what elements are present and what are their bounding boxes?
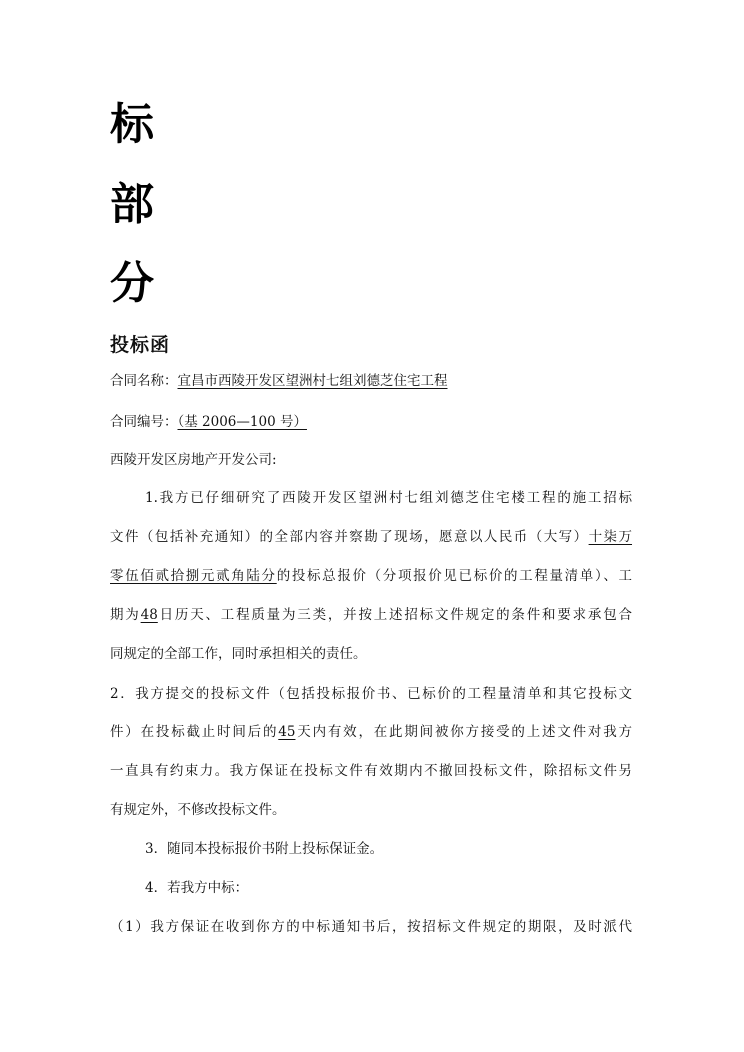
contract-no-line: [110, 413, 307, 431]
title-char-1: 标: [110, 99, 154, 150]
validity-days: 45: [278, 724, 296, 740]
para2-line2: [110, 723, 632, 741]
para1-line4-a: 期为: [110, 607, 141, 623]
para2-line2-a: 件）在投标截止时间后的: [110, 724, 279, 740]
para1-line3-text: 的投标总报价（分项报价见已标价的工程量清单）、工: [276, 568, 633, 584]
para2-line3: 一直具有约束力。我方保证在投标文件有效期内不撤回投标文件，除招标文件另: [110, 763, 632, 779]
contract-no-label: 合同编号：: [110, 414, 178, 430]
amount-part-1: 十柒万: [588, 529, 633, 545]
contract-no-value: （基 2006—100 号）: [177, 414, 307, 430]
para1-line5: 同规定的全部工作，同时承担相关的责任。: [110, 646, 367, 662]
para1-line1: 1.我方已仔细研究了西陵开发区望洲村七组刘德芝住宅楼工程的施工招标: [145, 490, 632, 506]
para4-line: 4．若我方中标：: [145, 880, 249, 896]
duration-days: 48: [140, 607, 158, 623]
para1-line2-text: 文件（包括补充通知）的全部内容并察勘了现场，愿意以人民币（大写）: [110, 529, 589, 545]
contract-name-value: 宜昌市西陵开发区望洲村七组刘德芝住宅工程: [177, 373, 448, 389]
para1-line4: [110, 606, 632, 624]
title-char-3: 分: [110, 258, 154, 309]
amount-part-2: 零伍佰贰拾捌元贰角陆分: [110, 568, 277, 584]
title-char-2: 部: [110, 179, 154, 230]
recipient-line: 西陵开发区房地产开发公司:: [110, 452, 277, 468]
para2-line4: 有规定外，不修改投标文件。: [110, 802, 286, 818]
para2-line1: 2．我方提交的投标文件（包括投标报价书、已标价的工程量清单和其它投标文: [110, 686, 632, 702]
section-heading: 投标函: [110, 334, 171, 356]
para2-line2-b: 天内有效，在此期间被你方接受的上述文件对我方: [295, 724, 633, 740]
para1-line4-b: 日历天、工程质量为三类，并按上述招标文件规定的条件和要求承包合: [157, 607, 633, 623]
para3-line: 3．随同本投标报价书附上投标保证金。: [145, 841, 384, 857]
para5-line: （1）我方保证在收到你方的中标通知书后，按招标文件规定的期限，及时派代: [110, 919, 632, 935]
contract-name-label: 合同名称：: [110, 373, 178, 389]
para1-line2: [110, 528, 632, 546]
contract-name-line: [110, 372, 448, 390]
para1-line3: [110, 567, 632, 585]
